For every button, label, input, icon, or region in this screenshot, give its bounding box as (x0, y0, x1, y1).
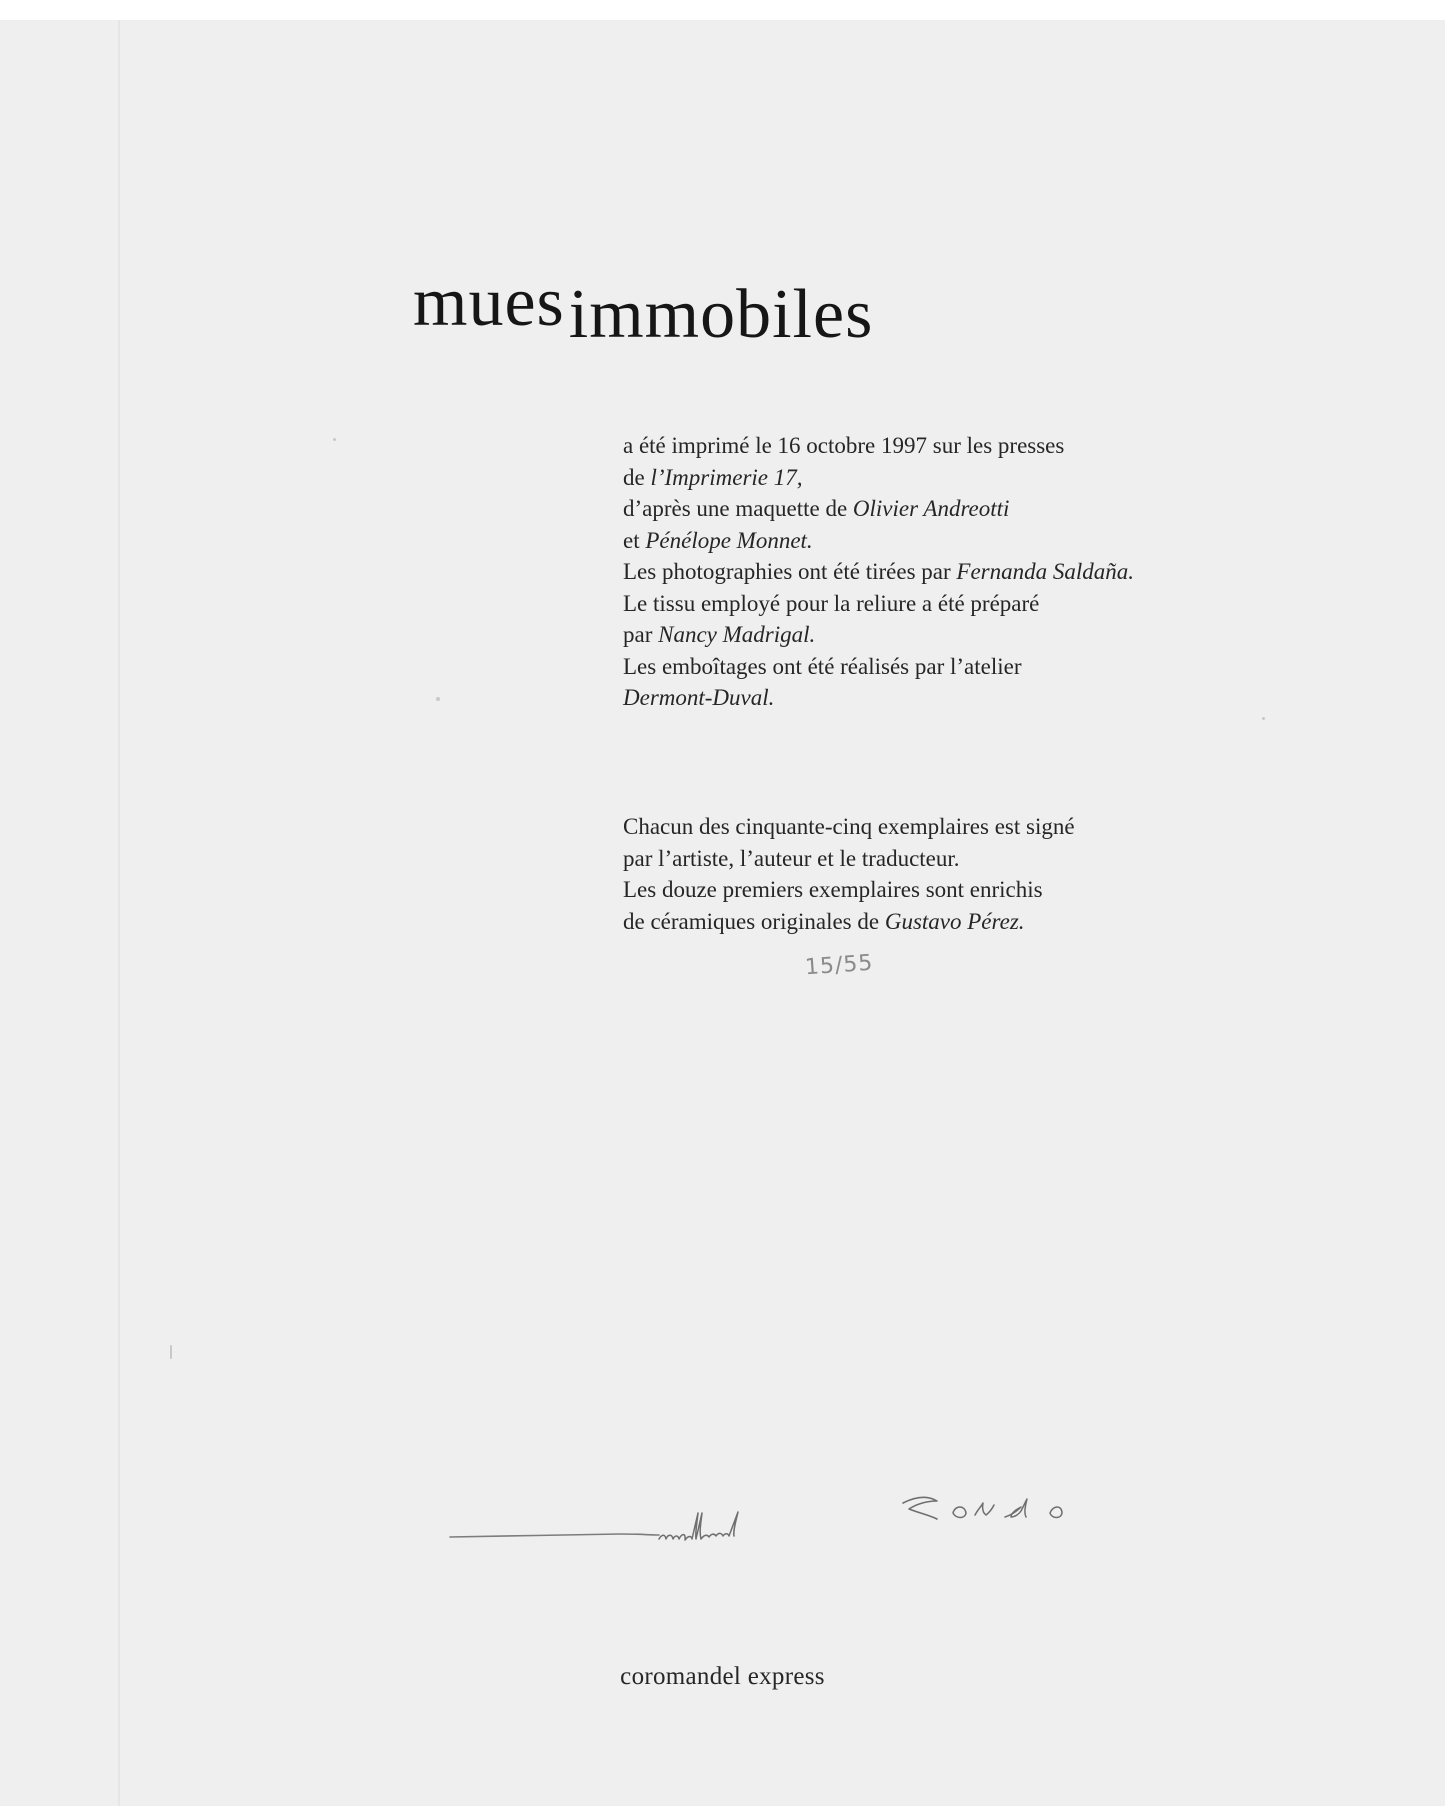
page-fold-edge (118, 20, 120, 1806)
colophon-text-segment: de (623, 464, 651, 490)
paper-speck (333, 438, 336, 441)
colophon-line (623, 619, 1243, 651)
edition-line: Les douze premiers exemplaires sont enrichis (623, 877, 1043, 902)
edition-line: Chacun des cinquante-cinq exemplaires est signé (623, 814, 1075, 839)
designer-name: Olivier Andreotti (852, 496, 1010, 521)
signature-author (895, 1483, 1195, 1533)
signature-artist (445, 1495, 805, 1555)
designer-name: Pénélope Monnet. (645, 527, 813, 553)
binder-name: Nancy Madrigal. (658, 622, 816, 647)
photographer-name: Fernanda Saldaña. (956, 559, 1134, 584)
colophon-line (623, 682, 1243, 714)
colophon-text-segment: d’après une maquette de (623, 496, 853, 521)
paper-speck (170, 1345, 172, 1359)
edition-statement (623, 811, 1243, 937)
book-title (413, 264, 874, 353)
atelier-name: Dermont-Duval. (623, 685, 775, 710)
publisher-name: coromandel express (620, 1663, 825, 1690)
copy-number: 15/55 (804, 950, 875, 981)
colophon-text-segment: Les photographies ont été tirées par (623, 559, 957, 584)
colophon-line (623, 525, 1243, 557)
ceramist-name: Gustavo Pérez. (884, 908, 1025, 934)
printer-name: l’Imprimerie 17, (650, 464, 803, 490)
colophon-text-segment: par (623, 622, 659, 647)
colophon-line: Les emboîtages ont été réalisés par l’atelier (623, 653, 1022, 679)
colophon-line (623, 556, 1243, 588)
colophon-line (623, 493, 1243, 525)
edition-line: par l’artiste, l’auteur et le traducteur. (623, 845, 960, 871)
colophon-text (623, 430, 1243, 714)
colophon-line: Le tissu employé pour la reliure a été préparé (623, 590, 1040, 616)
edition-line (623, 906, 1243, 938)
title-word-mues: mues (413, 264, 565, 341)
edition-text-segment: de céramiques originales de (623, 908, 885, 934)
title-word-immobiles: immobiles (568, 276, 874, 353)
paper-speck (436, 697, 440, 701)
colophon-line: a été imprimé le 16 octobre 1997 sur les presses (623, 433, 1065, 458)
colophon-text-segment: et (623, 527, 646, 553)
paper-speck (1262, 717, 1265, 720)
colophon-line (623, 462, 1243, 494)
